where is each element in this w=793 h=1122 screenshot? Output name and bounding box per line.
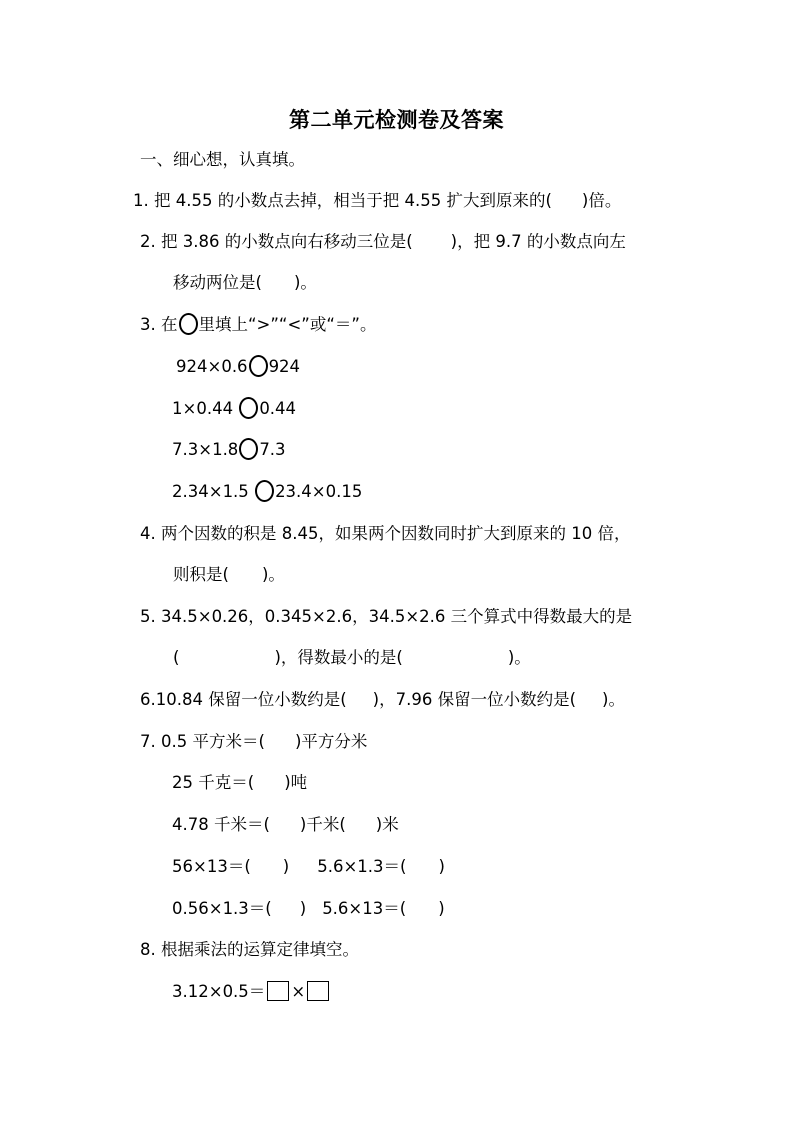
question-text: 两个因数的积是 8.45，如果两个因数同时扩大到原来的 10 倍， — [161, 524, 631, 543]
answer-box[interactable] — [307, 981, 329, 1001]
question-text: )，得数最小的是( — [274, 648, 403, 667]
question-1 — [133, 190, 621, 212]
question-text: 移动两位是( — [173, 273, 262, 292]
question-4-line-2 — [173, 564, 285, 586]
question-text: )，7.96 保留一位小数约是( — [372, 690, 577, 709]
compare-circle[interactable] — [255, 480, 274, 502]
compare-circle[interactable] — [249, 355, 268, 377]
times-sign: × — [291, 982, 306, 1001]
compare-left: 924×0.6 — [176, 357, 248, 376]
question-number: 7. — [140, 732, 156, 751]
compare-right: 7.3 — [259, 440, 286, 459]
question-text: 4.78 千米＝( — [172, 815, 270, 834]
compare-right: 23.4×0.15 — [275, 482, 363, 501]
question-8 — [140, 939, 359, 961]
compare-item-3 — [172, 439, 286, 461]
compare-left: 1×0.44 — [172, 399, 239, 418]
question-text: )千米( — [299, 815, 346, 834]
question-7 — [140, 731, 367, 753]
question-text: )吨 — [284, 773, 308, 792]
compare-item-2 — [172, 398, 296, 420]
compare-item-1 — [176, 356, 300, 378]
question-text: )。 — [261, 565, 285, 584]
question-2-line-2 — [173, 272, 317, 294]
question-text: )米 — [375, 815, 399, 834]
document-title: 第二单元检测卷及答案 — [289, 108, 504, 132]
compare-circle[interactable] — [239, 438, 258, 460]
expression-text: 3.12×0.5＝ — [172, 982, 266, 1001]
question-text: )。 — [293, 273, 317, 292]
question-4 — [140, 523, 630, 545]
question-text: )。 — [602, 690, 625, 709]
question-7-line-3 — [172, 814, 399, 836]
question-text: )。 — [507, 648, 531, 667]
question-7-line-4 — [172, 856, 445, 878]
question-text: )倍。 — [581, 191, 622, 210]
compare-circle[interactable] — [239, 397, 258, 419]
question-6 — [140, 689, 625, 711]
question-text: 0.56×1.3＝( — [172, 899, 272, 918]
question-5-line-2 — [173, 647, 531, 669]
question-text: ) — [438, 857, 445, 876]
answer-box[interactable] — [267, 981, 289, 1001]
question-text: ) — [299, 899, 307, 918]
question-number: 5. — [140, 607, 156, 626]
question-text: ) — [282, 857, 290, 876]
circle-icon — [179, 313, 198, 335]
question-8-expression — [172, 981, 331, 1003]
compare-right: 924 — [268, 357, 301, 376]
compare-item-4 — [172, 481, 362, 503]
compare-right: 0.44 — [259, 399, 297, 418]
question-number: 2. — [140, 232, 156, 251]
question-text: 25 千克＝( — [172, 773, 255, 792]
question-text: )平方分米 — [294, 732, 368, 751]
question-number: 4. — [140, 524, 156, 543]
question-text: 把 3.86 的小数点向右移动三位是( — [161, 232, 413, 251]
question-text: 5.6×13＝( — [322, 899, 407, 918]
question-text: 5.6×1.3＝( — [317, 857, 407, 876]
question-7-line-5 — [172, 898, 445, 920]
question-number: 8. — [140, 940, 156, 959]
question-text: 里填上“>”“<”或“＝”。 — [198, 315, 377, 334]
compare-left: 7.3×1.8 — [172, 440, 239, 459]
question-text: 把 4.55 的小数点去掉，相当于把 4.55 扩大到原来的( — [154, 191, 552, 210]
compare-left: 2.34×1.5 — [172, 482, 255, 501]
question-text: 在 — [161, 315, 178, 334]
question-text: ) — [438, 899, 445, 918]
section-heading: 一、细心想，认真填。 — [140, 150, 305, 169]
question-text: 0.5 平方米＝( — [161, 732, 265, 751]
question-number: 1. — [133, 191, 149, 210]
question-3 — [140, 314, 376, 336]
question-text: 56×13＝( — [172, 857, 251, 876]
question-7-line-2 — [172, 772, 307, 794]
question-2 — [140, 231, 626, 253]
question-text: 则积是( — [173, 565, 229, 584]
question-text: 34.5×0.26，0.345×2.6，34.5×2.6 三个算式中得数最大的是 — [161, 607, 633, 626]
question-number: 6. — [140, 690, 156, 709]
question-text: 根据乘法的运算定律填空。 — [161, 940, 359, 959]
question-number: 3. — [140, 315, 156, 334]
question-text: ( — [173, 648, 180, 667]
question-text: 10.84 保留一位小数约是( — [155, 690, 347, 709]
question-5 — [140, 606, 632, 628]
question-text: )，把 9.7 的小数点向左 — [450, 232, 626, 251]
